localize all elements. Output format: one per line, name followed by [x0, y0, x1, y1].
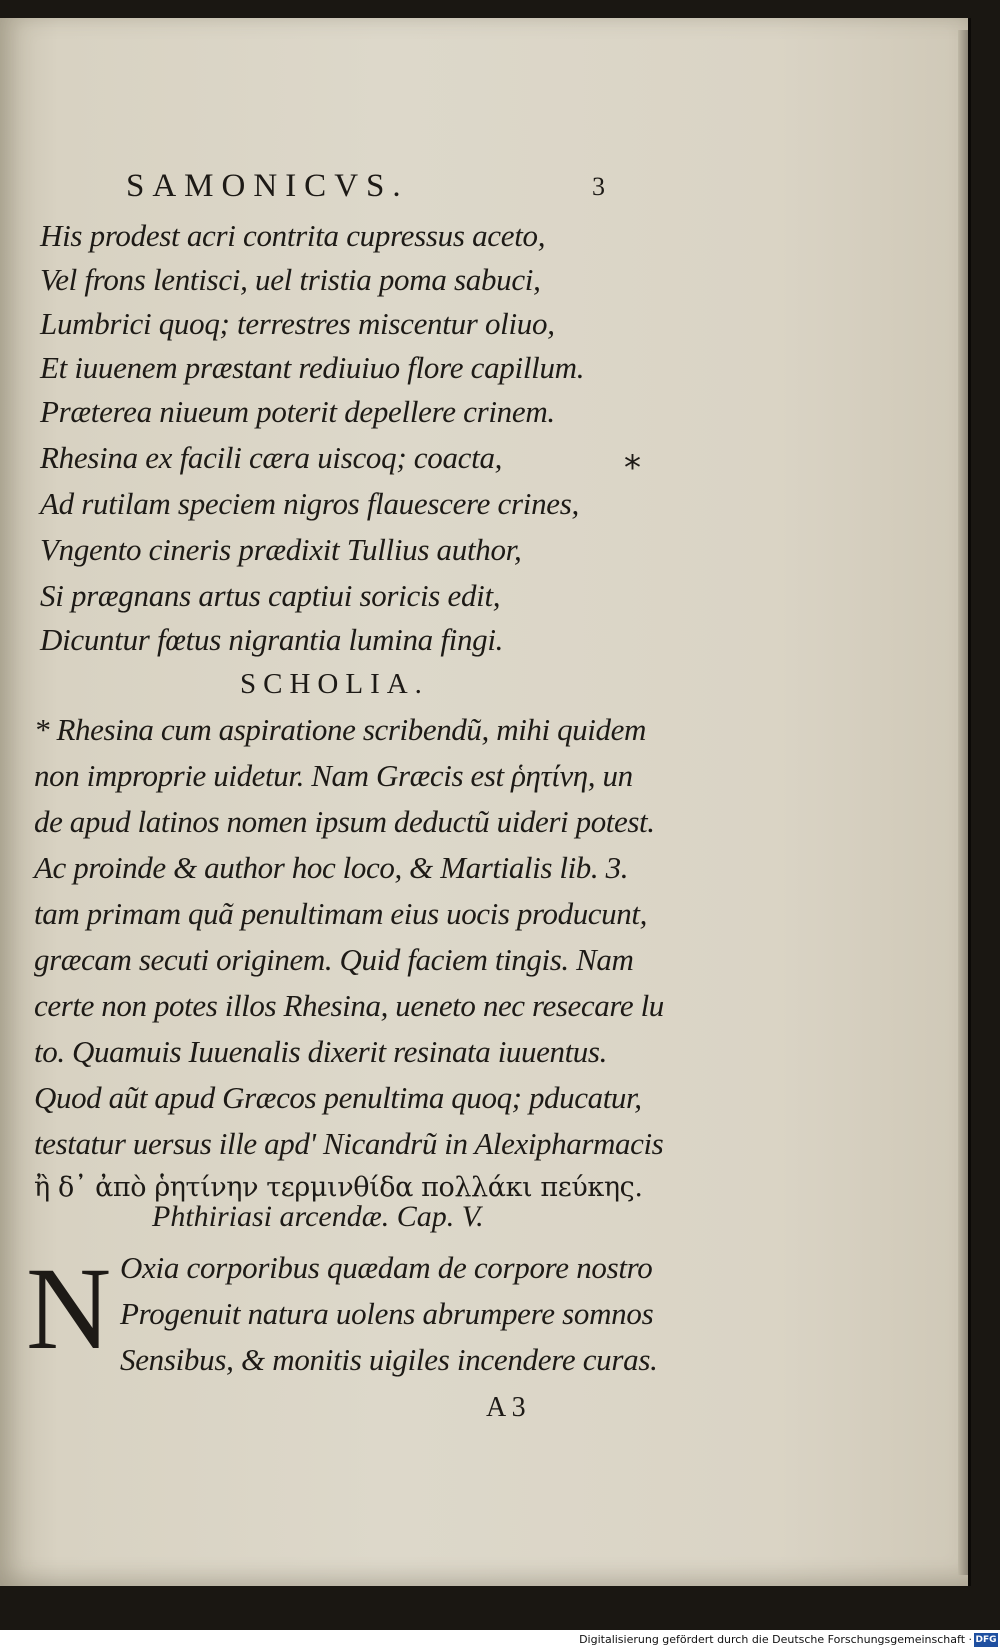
verse-line: Si prægnans artus captiui soricis edit,: [40, 578, 501, 613]
verse-line: Dicuntur fœtus nigrantia lumina fingi.: [40, 622, 504, 657]
scholia-line: græcam secuti originem. Quid faciem tingis. Nam: [34, 942, 634, 977]
chapter-verse-line: Progenuit natura uolens abrumpere somnos: [120, 1296, 654, 1331]
scholia-line: non improprie uidetur. Nam Græcis est ῥητίνη, un: [34, 758, 633, 793]
page-edge: [958, 30, 968, 1575]
verse-line: Ad rutilam speciem nigros flauescere crines,: [40, 486, 579, 521]
drop-cap-initial: N: [26, 1243, 112, 1374]
verse-line: Rhesina ex facili cæra uiscoq; coacta,: [40, 440, 503, 475]
chapter-heading: Phthiriasi arcendæ. Cap. V.: [152, 1200, 484, 1233]
scholia-line: de apud latinos nomen ipsum deductũ uideri potest.: [34, 804, 655, 839]
verse-line: His prodest acri contrita cupressus aceto,: [40, 218, 546, 253]
scholia-line: Quod aũt apud Græcos penultima quoq; pducatur,: [34, 1080, 642, 1115]
scholia-line: testatur uersus ille apd' Nicandrũ in Alexipharmacis: [34, 1126, 664, 1161]
greek-quotation-line: ἢ δ᾽ ἀπὸ ῥητίνην τερμινθίδα πολλάκι πεύκης.: [34, 1172, 643, 1203]
scholia-line: certe non potes illos Rhesina, ueneto nec resecare lu: [34, 988, 664, 1023]
chapter-verse-line: Oxia corporibus quædam de corpore nostro: [120, 1250, 653, 1285]
scholia-line: Ac proinde & author hoc loco, & Martialis lib. 3.: [34, 850, 629, 885]
verse-line: Præterea niueum poterit depellere crinem.: [40, 394, 555, 429]
running-title: SAMONICVS.: [126, 168, 409, 204]
verse-line: Et iuuenem præstant rediuiuo flore capillum.: [40, 350, 585, 385]
page-number: 3: [592, 172, 605, 201]
verse-line: Vel frons lentisci, uel tristia poma sabuci,: [40, 262, 541, 297]
scholia-line: to. Quamuis Iuuenalis dixerit resinata iuuentus.: [34, 1034, 607, 1069]
margin-asterisk: *: [624, 448, 641, 488]
scholia-line: tam primam quã penultimam eius uocis producunt,: [34, 896, 647, 931]
chapter-verse-line: Sensibus, & monitis uigiles incendere curas.: [120, 1342, 658, 1377]
signature-mark: A 3: [486, 1392, 526, 1423]
verse-line: Lumbrici quoq; terrestres miscentur oliuo,: [40, 306, 555, 341]
scholia-heading: SCHOLIA.: [240, 668, 429, 700]
dfg-logo-icon: DFG: [975, 1635, 997, 1645]
verse-line: Vngento cineris prædixit Tullius author,: [40, 532, 522, 567]
footer-credit: Digitalisierung gefördert durch die Deutsche Forschungsgemeinschaft ·: [579, 1633, 972, 1646]
scholia-line: * Rhesina cum aspiratione scribendũ, mihi quidem: [34, 712, 646, 747]
